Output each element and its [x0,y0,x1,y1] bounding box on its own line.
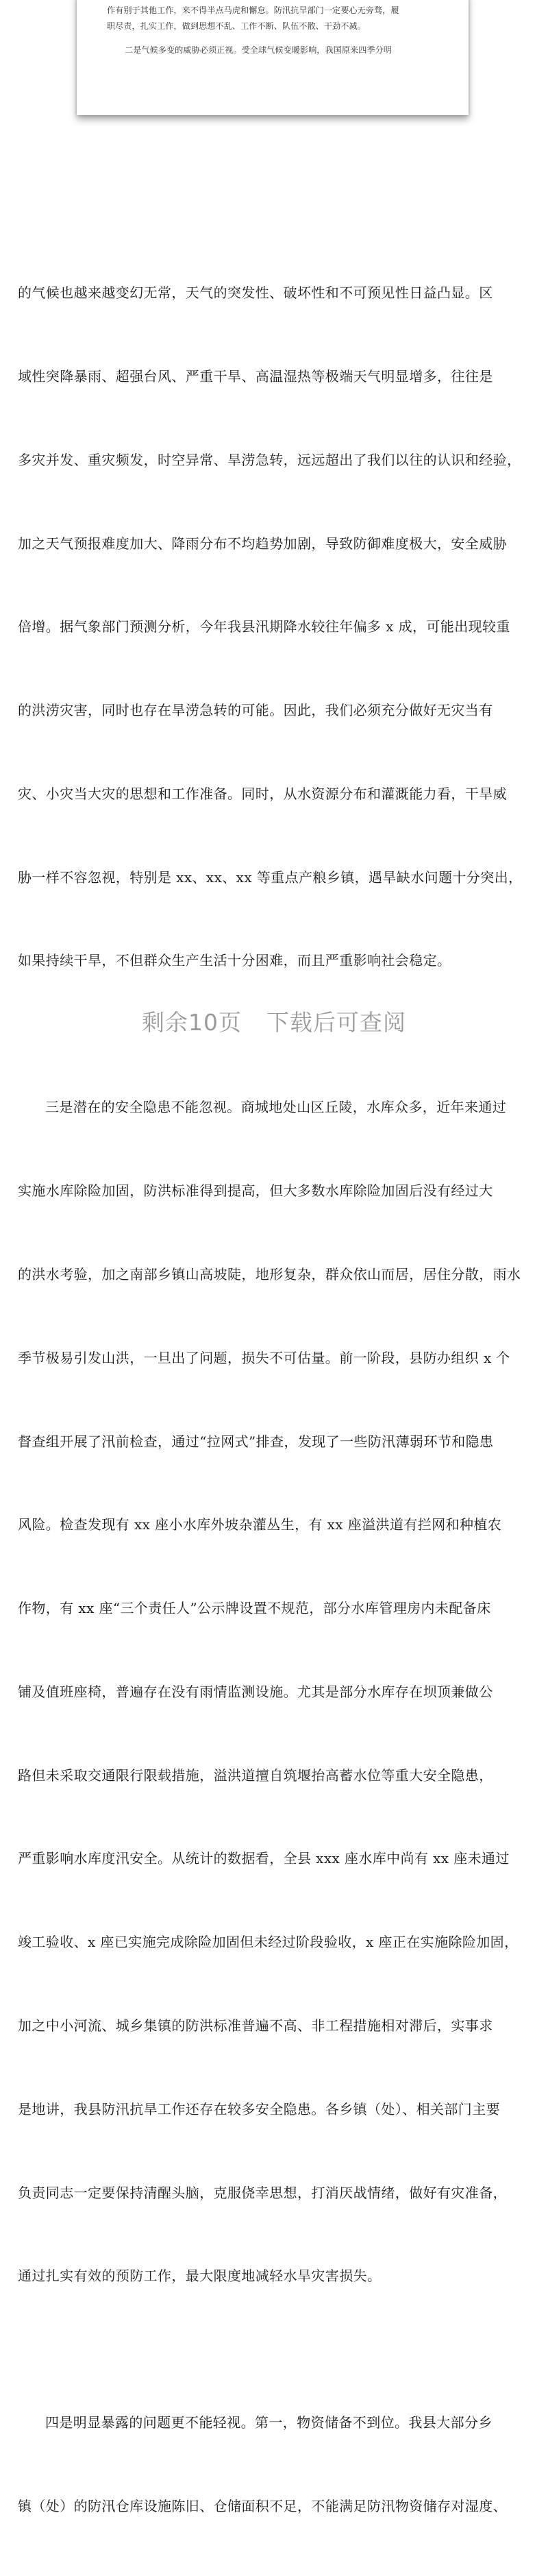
preview-card [77,0,469,115]
text-line: 如果持续干旱，不但群众生产生活十分困难，而且严重影响社会稳定。 [18,952,451,969]
download-to-view-label: 下载后可查阅 [266,1009,406,1036]
text-line: 竣工验收、x 座已实施完成除险加固但未经过阶段验收，x 座正在实施除险加固， [18,1934,519,1951]
paragraph-2 [18,1038,538,2346]
text-line: 路但未采取交通限行限载措施，溢洪道擅自筑堰抬高蓄水位等重大安全隐患， [18,1766,493,1784]
remaining-pages-label: 剩余10页 [142,1009,242,1036]
text-line: 风险。检查发现有 xx 座小水库外坡杂灌丛生，有 xx 座溢洪道有拦网和种植农 [18,1516,502,1533]
text-line: 镇（处）的防汛仓库设施陈旧、仓储面积不足，不能满足防汛物资储存对湿度、 [18,2498,507,2515]
text-line: 通过扎实有效的预防工作，最大限度地减轻水旱灾害损失。 [18,2268,382,2285]
text-line: 胁一样不容忽视，特别是 xx、xx、xx 等重点产粮乡镇，遇旱缺水问题十分突出， [18,868,523,886]
text-line: 加之中小河流、城乡集镇的防洪标准普遍不高、非工程措施相对滞后，实事求 [18,2017,493,2034]
text-line: 作物，有 xx 座“三个责任人”公示牌设置不规范，部分水库管理房内未配备床 [18,1600,491,1617]
text-line: 的洪水考验，加之南部乡镇山高坡陡，地形复杂，群众依山而居，居住分散，雨水 [18,1265,521,1283]
text-line: 是地讲，我县防汛抗旱工作还存在较多安全隐患。各乡镇（处）、相关部门主要 [18,2100,500,2117]
text-line: 的洪涝灾害，同时也存在旱涝急转的可能。因此，我们必须充分做好无灾当有 [18,702,493,719]
text-line: 四是明显暴露的问题更不能轻视。第一，物资储备不到位。我县大部分乡 [45,2414,493,2431]
text-line: 季节极易引发山洪，一旦出了问题，损失不可估量。前一阶段，县防办组织 x 个 [18,1349,510,1366]
download-prompt[interactable] [0,1005,548,1037]
text-line: 倍增。据气象部门预测分析，今年我县汛期降水较往年偏多 x 成，可能出现较重 [18,618,510,635]
text-line: 加之天气预报难度加大、降雨分布不均趋势加剧，导致防御难度极大，安全威胁 [18,535,507,552]
paragraph-3 [18,2353,538,2576]
preview-line: 二是气候多变的威胁必须正视。受全球气候变暖影响，我国原来四季分明 [125,45,392,55]
text-line: 督查组开展了汛前检查，通过“拉网式”排查，发现了一些防汛薄弱环节和隐患 [18,1433,494,1450]
text-line: 域性突降暴雨、超强台风、严重干旱、高温湿热等极端天气明显增多，往往是 [18,367,493,385]
text-line: 的气候也越来越变幻无常，天气的突发性、破坏性和不可预见性日益凸显。区 [18,284,493,302]
text-line: 实施水库除险加固，防洪标准得到提高，但大多数水库除险加固后没有经过大 [18,1182,493,1200]
text-line: 严重影响水库度汛安全。从统计的数据看，全县 xxx 座水库中尚有 xx 座未通过 [18,1850,510,1867]
preview-line: 作有别于其他工作，来不得半点马虎和懈怠。防汛抗旱部门一定要心无旁骛，履 [107,5,399,15]
text-line: 灾、小灾当大灾的思想和工作准备。同时，从水资源分布和灌溉能力看，干旱威 [18,785,507,802]
text-line: 三是潜在的安全隐患不能忽视。商城地处山区丘陵，水库众多，近年来通过 [45,1099,507,1116]
text-line: 负责同志一定要保持清醒头脑，克服侥幸思想，打消厌战情绪，做好有灾准备， [18,2184,507,2201]
paragraph-1 [18,223,538,1030]
text-line: 多灾并发、重灾频发，时空异常、旱涝急转，远远超出了我们以往的认识和经验， [18,451,521,468]
text-line: 铺及值班座椅，普遍存在没有雨情监测设施。尤其是部分水库存在坝顶兼做公 [18,1683,493,1700]
preview-line: 职尽责，扎实工作，做到思想不乱、工作不断、队伍不散、干劲不减。 [107,21,366,31]
preview-card-text [107,3,449,58]
document-body [18,223,538,2576]
